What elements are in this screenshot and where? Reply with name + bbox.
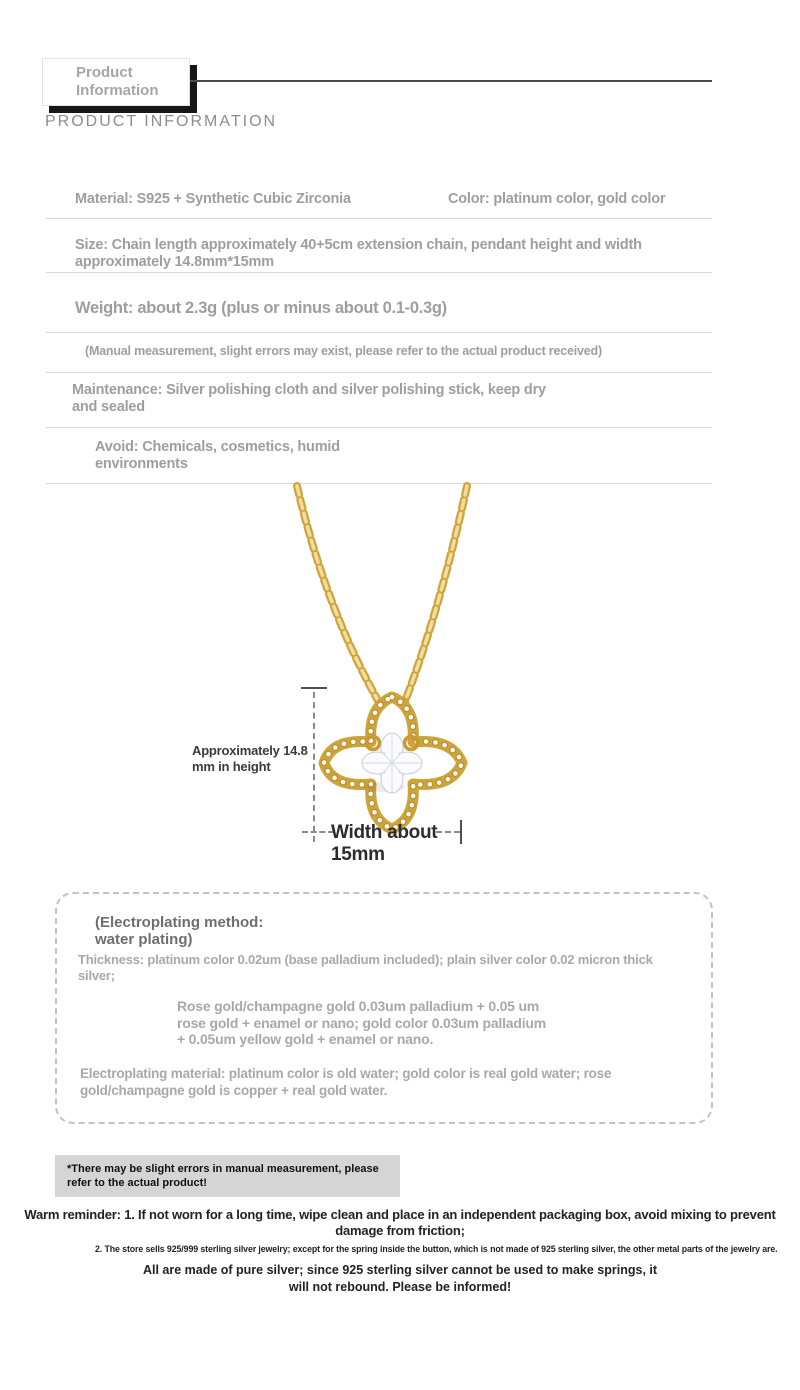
badge-label: Product Information (76, 64, 159, 99)
divider (46, 372, 712, 373)
divider (46, 332, 712, 333)
electroplating-rose-gold: Rose gold/champagne gold 0.03um palladium + 0.05 um rose gold + enamel or nano; gold color 0.03um palladium + 0.05um yellow gold + enamel or nano. (177, 998, 547, 1047)
electroplating-thickness: Thickness: platinum color 0.02um (base palladium included); plain silver color 0.02 micron thick silver; (78, 952, 653, 983)
warm-reminder-1: Warm reminder: 1. If not worn for a long time, wipe clean and place in an independent packaging box, avoid mixing to prevent damage from friction; (24, 1207, 776, 1238)
necklace-illustration (150, 480, 570, 880)
header-rule (190, 80, 712, 82)
spec-avoid: Avoid: Chemicals, cosmetics, humid environments (95, 439, 340, 472)
spec-size: Size: Chain length approximately 40+5cm extension chain, pendant height and width approximately 14.8mm*15mm (75, 237, 642, 270)
spec-weight: Weight: about 2.3g (plus or minus about 0.1-0.3g) (75, 299, 447, 317)
divider (46, 272, 712, 273)
electroplating-material: Electroplating material: platinum color is old water; gold color is real gold water; rose gold/champagne gold is copper + real gold water. (80, 1066, 612, 1098)
height-label: Approximately 14.8 mm in height (192, 743, 308, 774)
spec-maintenance: Maintenance: Silver polishing cloth and silver polishing stick, keep dry and sealed (72, 382, 546, 415)
divider (46, 218, 712, 219)
electroplating-method: (Electroplating method: water plating) (95, 914, 264, 948)
warm-reminder-3: All are made of pure silver; since 925 sterling silver cannot be used to make springs, it will not rebound. Please be informed! (142, 1263, 658, 1294)
divider (46, 427, 712, 428)
product-information-badge (42, 58, 190, 106)
height-measure-cap (301, 687, 327, 689)
measurement-note: *There may be slight errors in manual measurement, please refer to the actual product! (55, 1155, 400, 1197)
gold-chain (297, 486, 467, 704)
spec-color: Color: platinum color, gold color (448, 191, 666, 207)
width-label: Width about 15mm (331, 822, 438, 865)
warm-reminder-2: 2. The store sells 925/999 sterling silver jewelry; except for the spring inside the button, which is not made of 925 sterling silver, the other metal parts of the jewelry are. (95, 1244, 778, 1254)
spec-manual-note: (Manual measurement, slight errors may exist, please refer to the actual product received) (85, 344, 602, 358)
width-measure-line-left (302, 831, 334, 833)
page-title: PRODUCT INFORMATION (45, 113, 278, 130)
spec-material: Material: S925 + Synthetic Cubic Zirconia (75, 191, 351, 207)
